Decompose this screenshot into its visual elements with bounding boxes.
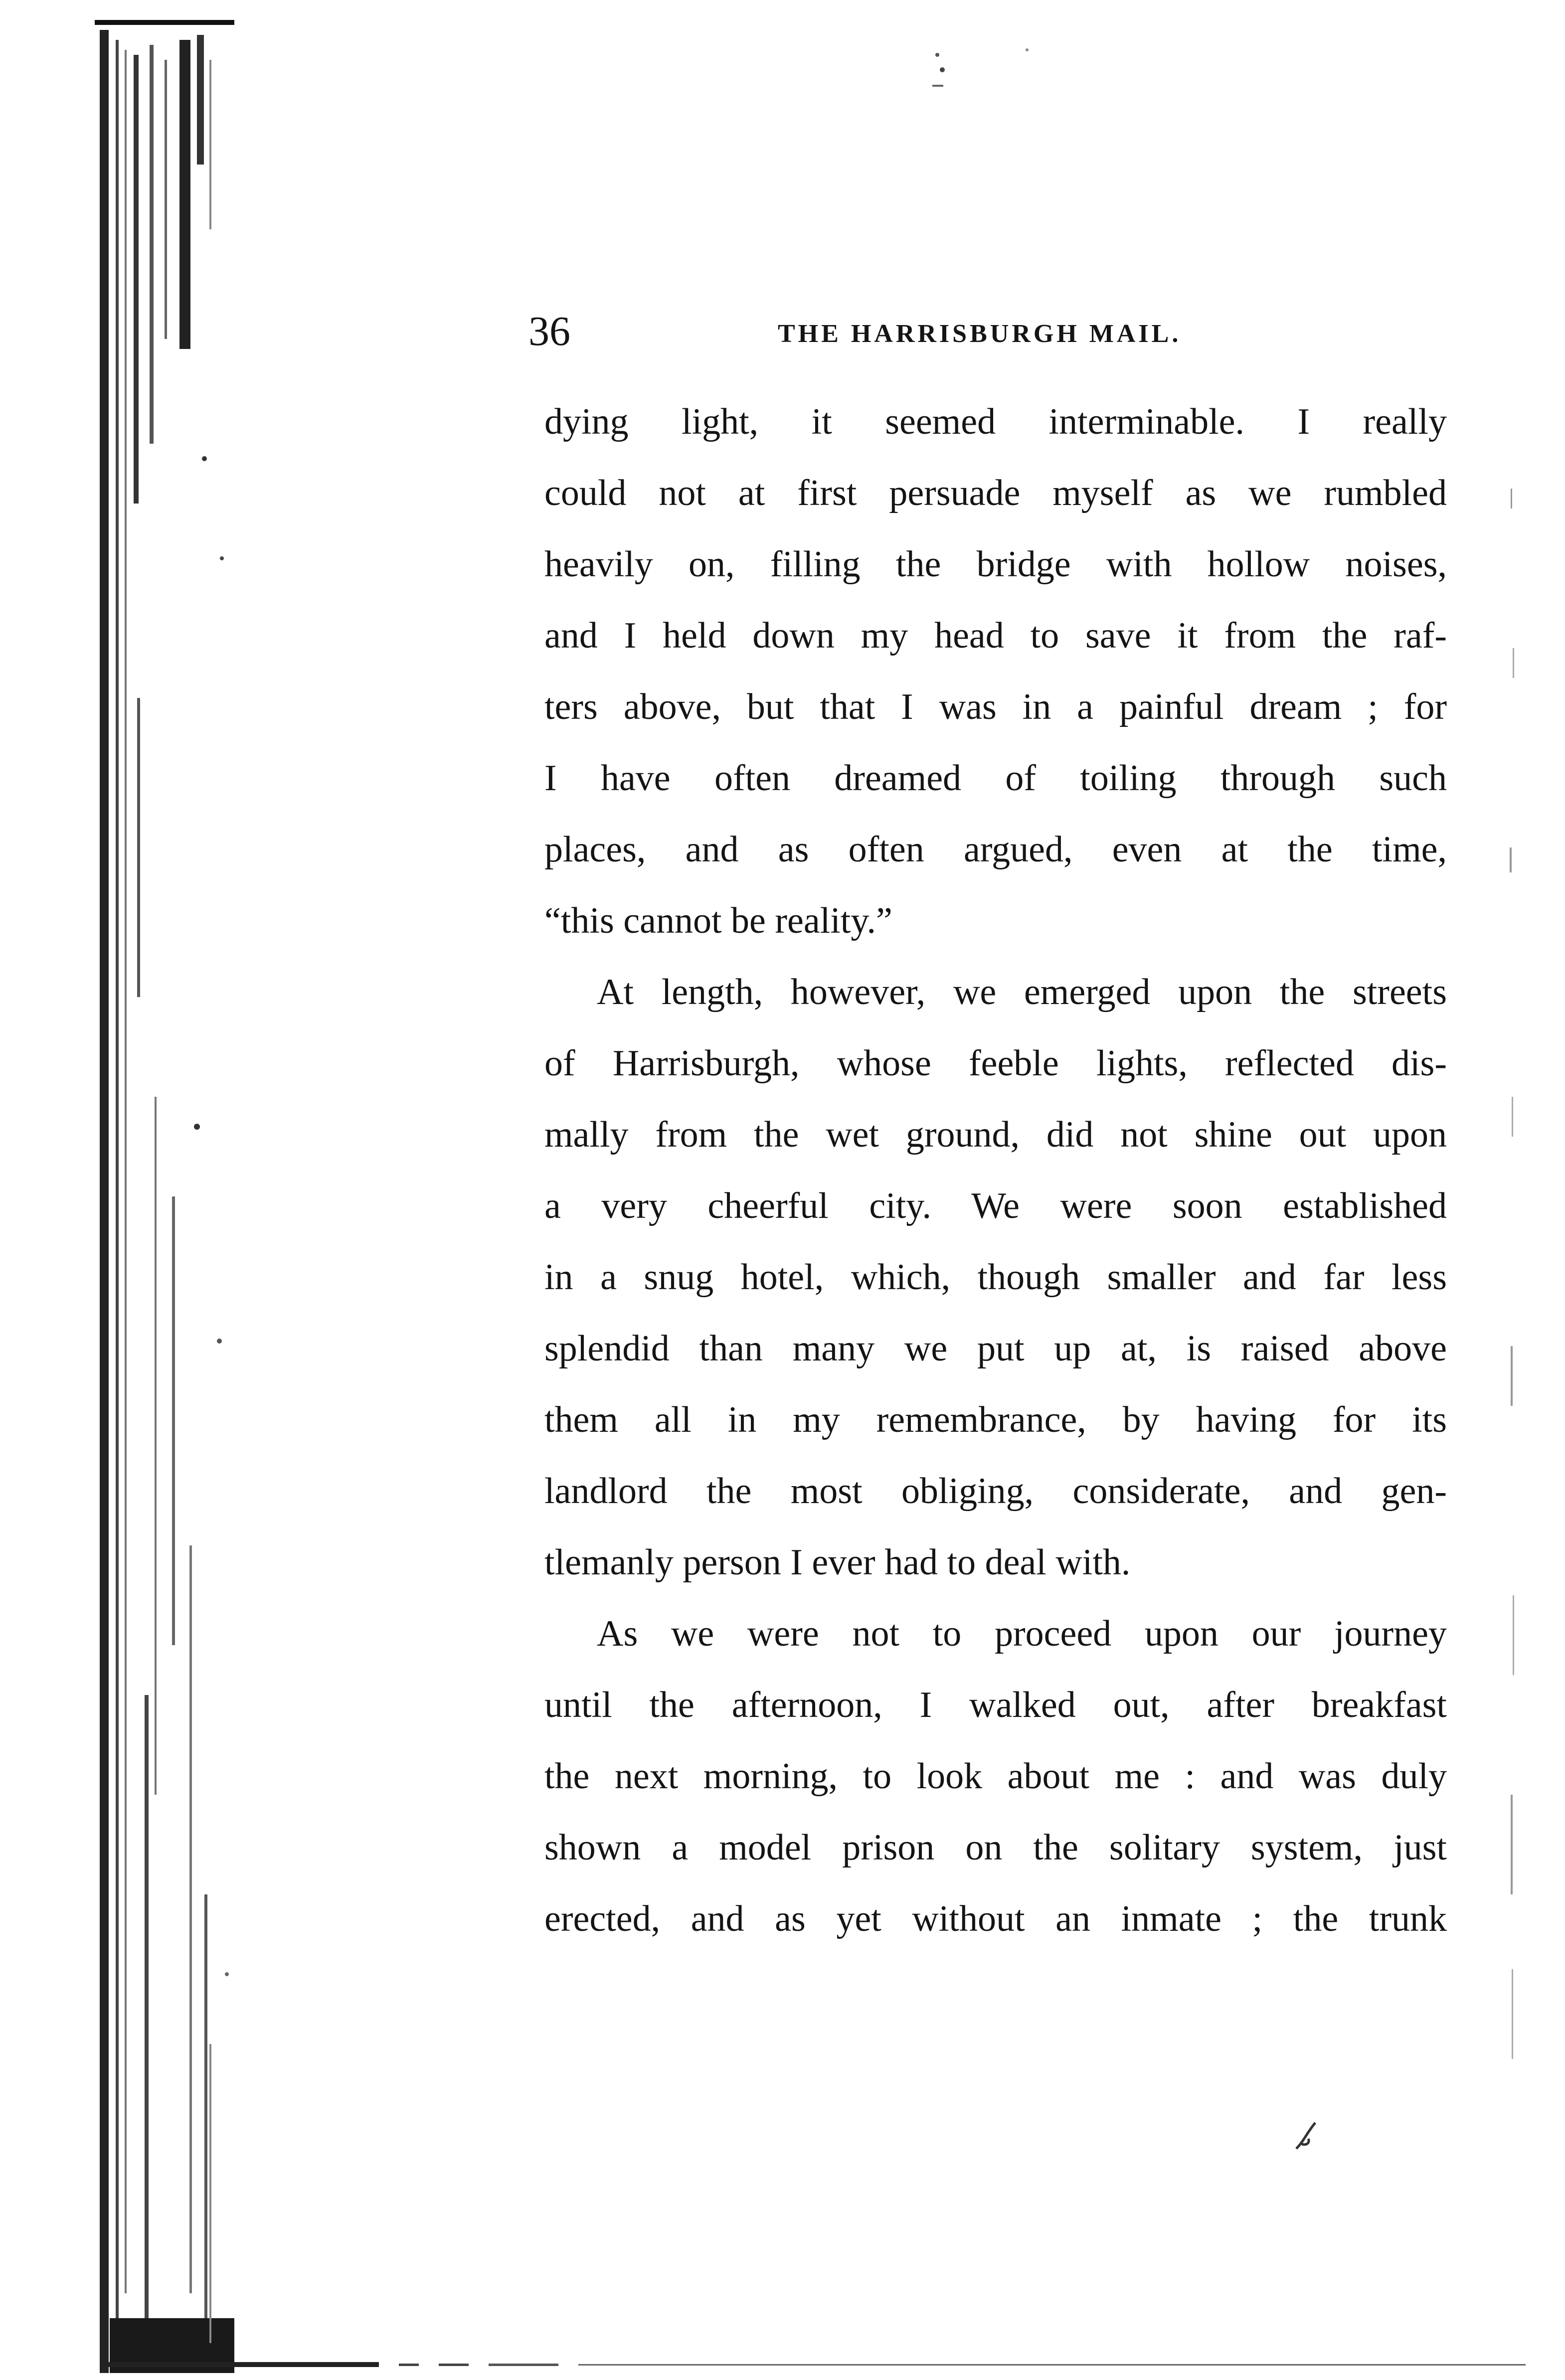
paragraph (544, 386, 1447, 957)
text-line: in a snug hotel, which, though smaller and far less (544, 1257, 1447, 1298)
running-title: THE HARRISBURGH MAIL. (778, 320, 1182, 348)
body-text (544, 386, 1447, 1955)
text-line: splendid than many we put up at, is raised above (544, 1328, 1447, 1369)
text-line: erected, and as yet without an inmate ; the trunk (544, 1898, 1447, 1939)
text-line: heavily on, filling the bridge with hollow noises, (544, 544, 1447, 585)
running-head (528, 304, 1476, 359)
scan-specks-right-edge (1491, 449, 1531, 2094)
text-line: ters above, but that I was in a painful dream ; for (544, 686, 1447, 727)
text-line: and I held down my head to save it from the raf- (544, 615, 1447, 656)
text-line: I have often dreamed of toiling through such (544, 758, 1447, 799)
text-line: “this cannot be reality.” (544, 900, 892, 941)
text-line: a very cheerful city. We were soon established (544, 1186, 1447, 1226)
text-line: them all in my remembrance, by having for its (544, 1399, 1447, 1440)
paragraph (544, 957, 1447, 1598)
text-line: places, and as often argued, even at the time, (544, 829, 1447, 870)
text-line: of Harrisburgh, whose feeble lights, reflected dis- (544, 1043, 1447, 1084)
page-number: 36 (528, 308, 570, 354)
text-line: mally from the wet ground, did not shine out upon (544, 1114, 1447, 1155)
scan-bottom-edge (100, 2361, 1536, 2368)
text-line: At length, however, we emerged upon the streets (597, 972, 1447, 1013)
text-line: tlemanly person I ever had to deal with. (544, 1542, 1131, 1583)
text-line: until the afternoon, I walked out, after breakfast (544, 1685, 1447, 1725)
text-line: As we were not to proceed upon our journey (597, 1613, 1447, 1654)
text-line: landlord the most obliging, considerate, and gen- (544, 1471, 1447, 1512)
text-line: shown a model prison on the solitary system, just (544, 1827, 1447, 1868)
paragraph (544, 1598, 1447, 1955)
text-line: the next morning, to look about me : and was duly (544, 1756, 1447, 1797)
binding-gutter-shadow (0, 0, 234, 2380)
stray-pen-mark (1291, 2119, 1321, 2154)
text-line: dying light, it seemed interminable. I really (544, 401, 1447, 442)
scan-specks-top (748, 35, 1047, 115)
text-line: could not at first persuade myself as we rumbled (544, 473, 1447, 513)
